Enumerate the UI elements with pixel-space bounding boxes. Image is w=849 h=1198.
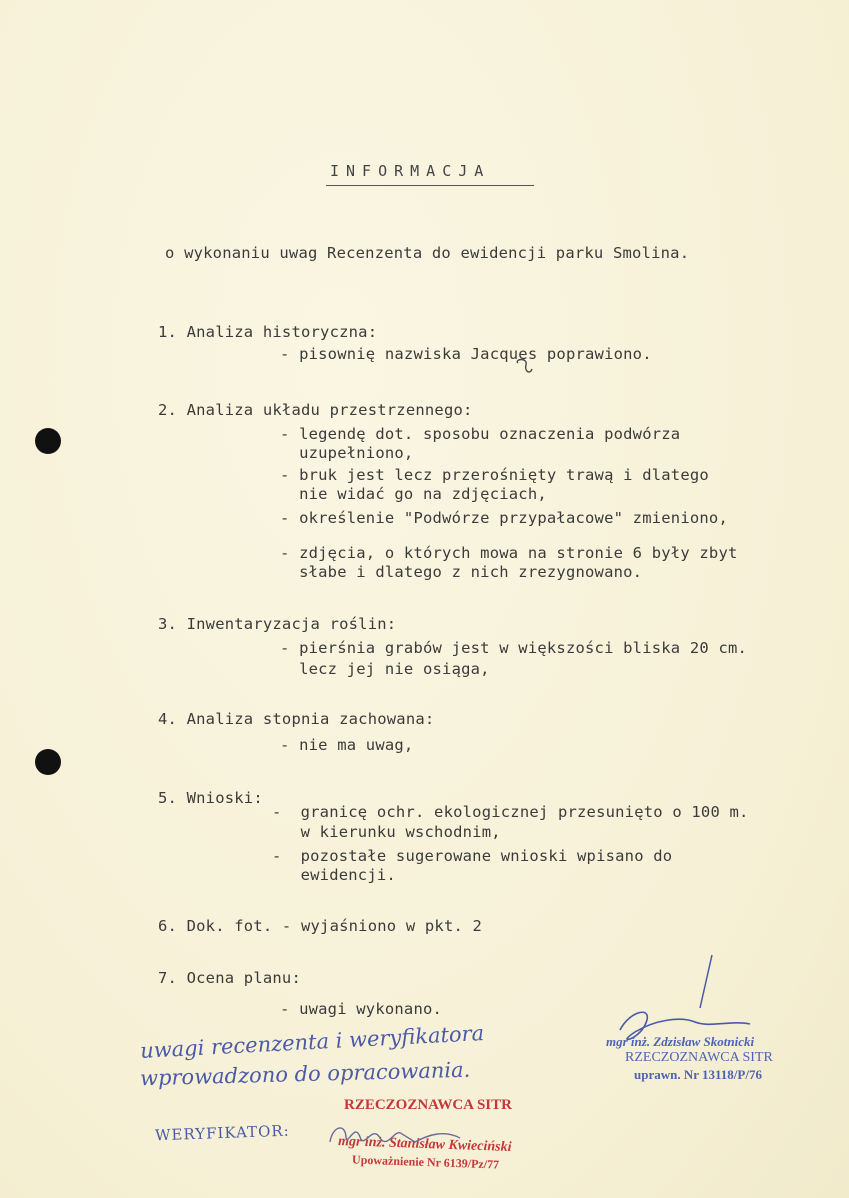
handwritten-note-line-2: wprowadzono do opracowania.	[139, 1057, 471, 1091]
document-title: INFORMACJA	[330, 162, 491, 180]
section-2-item-1-line-1: - legendę dot. sposobu oznaczenia podwórza	[280, 425, 681, 443]
section-heading-5: 5. Wnioski:	[158, 789, 263, 807]
stamp-right-role: RZECZOZNAWCA SITR	[625, 1050, 773, 1065]
section-2-item-2-line-1: - bruk jest lecz przerośnięty trawą i dlatego	[280, 466, 709, 484]
punch-hole-top	[35, 428, 61, 454]
section-3-item-1-line-2: lecz jej nie osiąga,	[280, 660, 490, 678]
handwritten-note-line-1: uwagi recenzenta i weryfikatora	[139, 1021, 485, 1063]
section-3-item-1-line-1: - pierśnia grabów jest w większości bliska 20 cm.	[280, 639, 748, 657]
section-heading-2: 2. Analiza układu przestrzennego:	[158, 401, 473, 419]
punch-hole-bottom	[35, 749, 61, 775]
section-7-item-1-line-1: - uwagi wykonano.	[280, 1000, 443, 1018]
section-heading-1: 1. Analiza historyczna:	[158, 323, 378, 341]
section-2-item-1-line-2: uzupełniono,	[280, 444, 414, 462]
section-2-item-3-line-1: - określenie "Podwórze przypałacowe" zmieniono,	[280, 509, 728, 527]
stamp-left-name: mgr inż. Stanisław Kwieciński	[337, 1133, 512, 1156]
stamp-right-name: mgr inż. Zdzisław Skotnicki	[606, 1034, 755, 1049]
stamp-right-license: uprawn. Nr 13118/P/76	[634, 1067, 762, 1082]
section-5-item-2-line-2: ewidencji.	[272, 866, 396, 884]
section-1-item-1-line-1: - pisownię nazwiska Jacques poprawiono.	[280, 345, 652, 363]
section-heading-3: 3. Inwentaryzacja roślin:	[158, 615, 397, 633]
signature-right	[600, 950, 800, 1060]
section-5-item-1-line-1: - granicę ochr. ekologicznej przesunięto o 100 m.	[272, 803, 749, 821]
section-heading-7: 7. Ocena planu:	[158, 969, 301, 987]
section-heading-6: 6. Dok. fot. - wyjaśniono w pkt. 2	[158, 917, 483, 935]
section-2-item-2-line-2: nie widać go na zdjęciach,	[280, 485, 547, 503]
document-subtitle: o wykonaniu uwag Recenzenta do ewidencji parku Smolina.	[165, 244, 690, 262]
section-4-item-1-line-1: - nie ma uwag,	[280, 736, 414, 754]
section-heading-4: 4. Analiza stopnia zachowana:	[158, 710, 435, 728]
title-underline	[326, 185, 534, 186]
section-2-item-4-line-2: słabe i dlatego z nich zrezygnowano.	[280, 563, 643, 581]
section-5-item-1-line-2: w kierunku wschodnim,	[272, 823, 501, 841]
verifier-label: WERYFIKATOR:	[154, 1121, 290, 1145]
handwritten-correction-marks	[510, 355, 540, 377]
stamp-left-role: RZECZOZNAWCA SITR	[344, 1097, 512, 1113]
stamp-left-license: Upoważnienie Nr 6139/Pz/77	[351, 1152, 500, 1172]
section-5-item-2-line-1: - pozostałe sugerowane wnioski wpisano do	[272, 847, 673, 865]
section-2-item-4-line-1: - zdjęcia, o których mowa na stronie 6 były zbyt	[280, 544, 738, 562]
signature-left	[320, 1112, 470, 1157]
